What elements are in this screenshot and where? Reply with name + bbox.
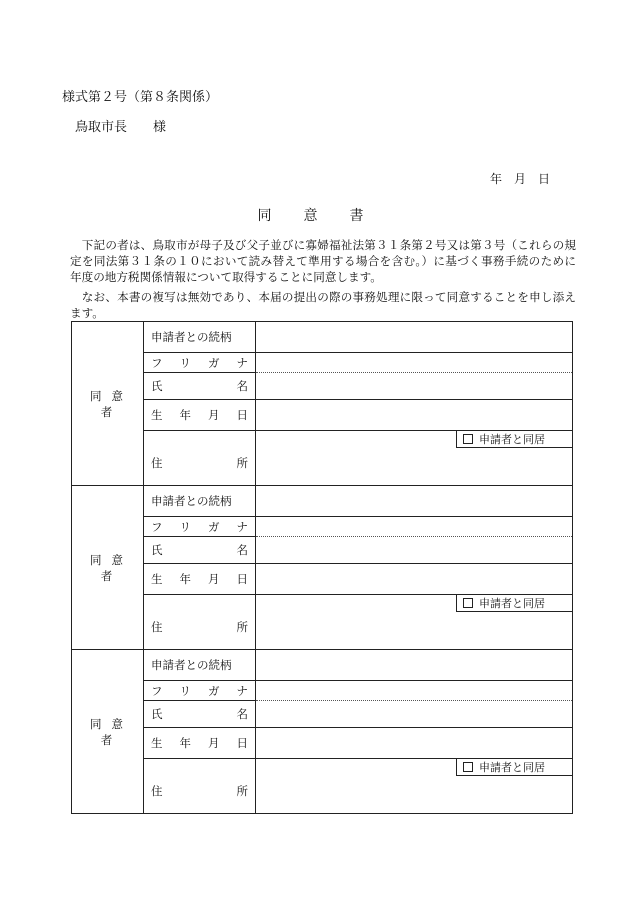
address-field[interactable] bbox=[256, 759, 573, 814]
consent-paragraph: 下記の者は、鳥取市が母子及び父子並びに寡婦福祉法第３１条第２号又は第３号（これらの規定を同法第３１条の１０において読み替えて準用する場合を含む。）に基づく事務手続のために 年度の地方税関係情報について取得することに同意します。 bbox=[70, 238, 623, 284]
address-label: 住 所 bbox=[144, 595, 256, 650]
relation-field[interactable] bbox=[256, 650, 573, 681]
consenter-block-3 bbox=[72, 650, 573, 681]
relation-label: 申請者との続柄 bbox=[144, 486, 256, 517]
address-label: 住 所 bbox=[144, 431, 256, 486]
document-title: 同 意 書 bbox=[257, 208, 373, 224]
name-field[interactable] bbox=[256, 373, 573, 400]
relation-field[interactable] bbox=[256, 322, 573, 353]
name-label: 氏 名 bbox=[144, 537, 256, 564]
name-label: 氏 名 bbox=[144, 373, 256, 400]
birthdate-field[interactable] bbox=[256, 400, 573, 431]
furigana-label: フ リ ガ ナ bbox=[144, 517, 256, 537]
cohabit-checkbox[interactable]: 申請者と同居 bbox=[456, 594, 573, 612]
birthdate-field[interactable] bbox=[256, 728, 573, 759]
birthdate-label: 生 年 月 日 bbox=[144, 400, 256, 431]
birthdate-label: 生 年 月 日 bbox=[144, 728, 256, 759]
checkbox-icon[interactable] bbox=[463, 598, 473, 608]
relation-field[interactable] bbox=[256, 486, 573, 517]
cohabit-checkbox[interactable]: 申請者と同居 bbox=[456, 758, 573, 776]
furigana-field[interactable] bbox=[256, 517, 573, 537]
date-line: 年 月 日 bbox=[490, 172, 551, 186]
address-label: 住 所 bbox=[144, 759, 256, 814]
name-label: 氏 名 bbox=[144, 701, 256, 728]
furigana-label: フ リ ガ ナ bbox=[144, 681, 256, 701]
group-label: 同意者 bbox=[72, 322, 144, 486]
furigana-label: フ リ ガ ナ bbox=[144, 353, 256, 373]
group-label: 同意者 bbox=[72, 486, 144, 650]
relation-label: 申請者との続柄 bbox=[144, 322, 256, 353]
addressee: 鳥取市長 様 bbox=[75, 120, 167, 135]
address-field[interactable] bbox=[256, 595, 573, 650]
note-paragraph: なお、本書の複写は無効であり、本届の提出の際の事務処理に限って同意することを申し添えます。 bbox=[70, 290, 576, 320]
birthdate-field[interactable] bbox=[256, 564, 573, 595]
furigana-field[interactable] bbox=[256, 681, 573, 701]
checkbox-icon[interactable] bbox=[463, 434, 473, 444]
name-field[interactable] bbox=[256, 701, 573, 728]
birthdate-label: 生 年 月 日 bbox=[144, 564, 256, 595]
checkbox-icon[interactable] bbox=[463, 762, 473, 772]
address-field[interactable] bbox=[256, 431, 573, 486]
name-field[interactable] bbox=[256, 537, 573, 564]
consent-table bbox=[71, 321, 573, 814]
furigana-field[interactable] bbox=[256, 353, 573, 373]
group-label: 同意者 bbox=[72, 650, 144, 814]
relation-label: 申請者との続柄 bbox=[144, 650, 256, 681]
form-number: 様式第２号（第８条関係） bbox=[62, 90, 219, 105]
consenter-block-1 bbox=[72, 322, 573, 353]
consenter-block-2 bbox=[72, 486, 573, 517]
cohabit-checkbox[interactable]: 申請者と同居 bbox=[456, 430, 573, 448]
